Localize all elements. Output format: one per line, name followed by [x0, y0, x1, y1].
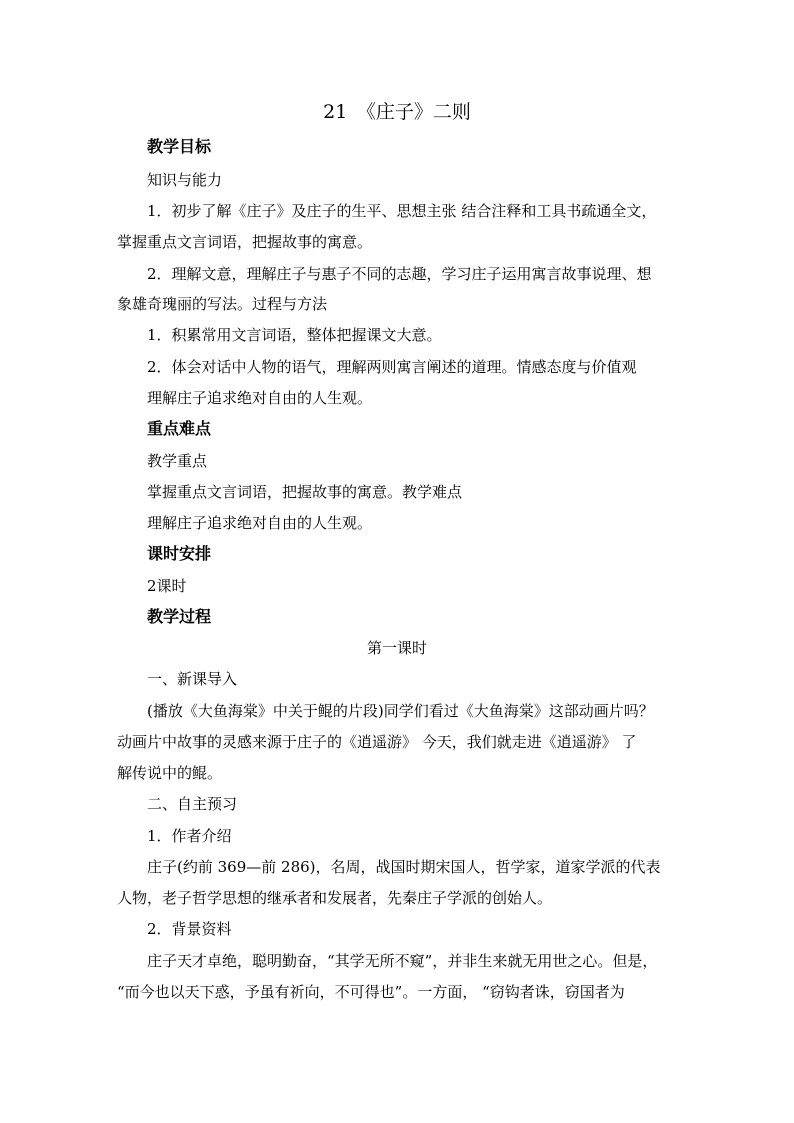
subheading-key-point: 教学重点 [147, 452, 208, 470]
lesson-1-heading: 第一课时 [366, 639, 427, 657]
subheading-knowledge-ability: 知识与能力 [147, 171, 223, 189]
heading-teaching-goals: 教学目标 [147, 137, 212, 156]
goal-2-line-2: 象雄奇瑰丽的写法。过程与方法 [117, 295, 328, 313]
author-line-2: 人物，老子哲学思想的继承者和发展者，先秦庄子学派的创始人。 [117, 889, 553, 907]
key-point-text: 掌握重点文言词语，把握故事的寓意。教学难点 [147, 483, 463, 501]
attitude-text: 理解庄子追求绝对自由的人生观。 [147, 389, 373, 407]
author-line-1: 庄子(约前 369—前 286)，名周，战国时期宋国人，哲学家，道家学派的代表 [147, 858, 661, 876]
intro-line-1: (播放《大鱼海棠》中关于鲲的片段)同学们看过《大鱼海棠》这部动画片吗？ [147, 702, 654, 720]
process-item-1: 1．积累常用文言词语，整体把握课文大意。 [147, 326, 442, 344]
subheading-author: 1．作者介绍 [147, 827, 232, 845]
heading-key-points: 重点难点 [147, 419, 212, 438]
background-line-1: 庄子天才卓绝，聪明勤奋，“其学无所不窥”，并非生来就无用世之心。但是， [147, 952, 658, 970]
schedule-text: 2课时 [147, 577, 187, 595]
goal-1-line-1: 1．初步了解《庄子》及庄子的生平、思想主张 结合注释和工具书疏通全文， [147, 202, 657, 220]
process-item-2: 2．体会对话中人物的语气，理解两则寓言阐述的道理。情感态度与价值观 [147, 358, 637, 376]
heading-schedule: 课时安排 [147, 544, 212, 563]
difficulty-text: 理解庄子追求绝对自由的人生观。 [147, 514, 373, 532]
document-title: 21 《庄子》二则 [323, 101, 471, 123]
background-line-2: “而今也以天下惑，予虽有祈向，不可得也”。一方面， “窃钩者诛，窃国者为 [117, 983, 625, 1001]
subheading-background: 2．背景资料 [147, 920, 232, 938]
goal-2-line-1: 2．理解文意，理解庄子与惠子不同的志趣，学习庄子运用寓言故事说理、想 [147, 265, 652, 283]
section-2-heading: 二、自主预习 [147, 795, 238, 813]
intro-line-2: 动画片中故事的灵感来源于庄子的《逍遥游》 今天，我们就走进《逍遥游》 了 [117, 733, 637, 751]
section-1-heading: 一、新课导入 [147, 670, 238, 688]
goal-1-line-2: 掌握重点文言词语，把握故事的寓意。 [117, 233, 373, 251]
heading-teaching-process: 教学过程 [147, 607, 212, 626]
intro-line-3: 解传说中的鲲。 [117, 764, 223, 782]
